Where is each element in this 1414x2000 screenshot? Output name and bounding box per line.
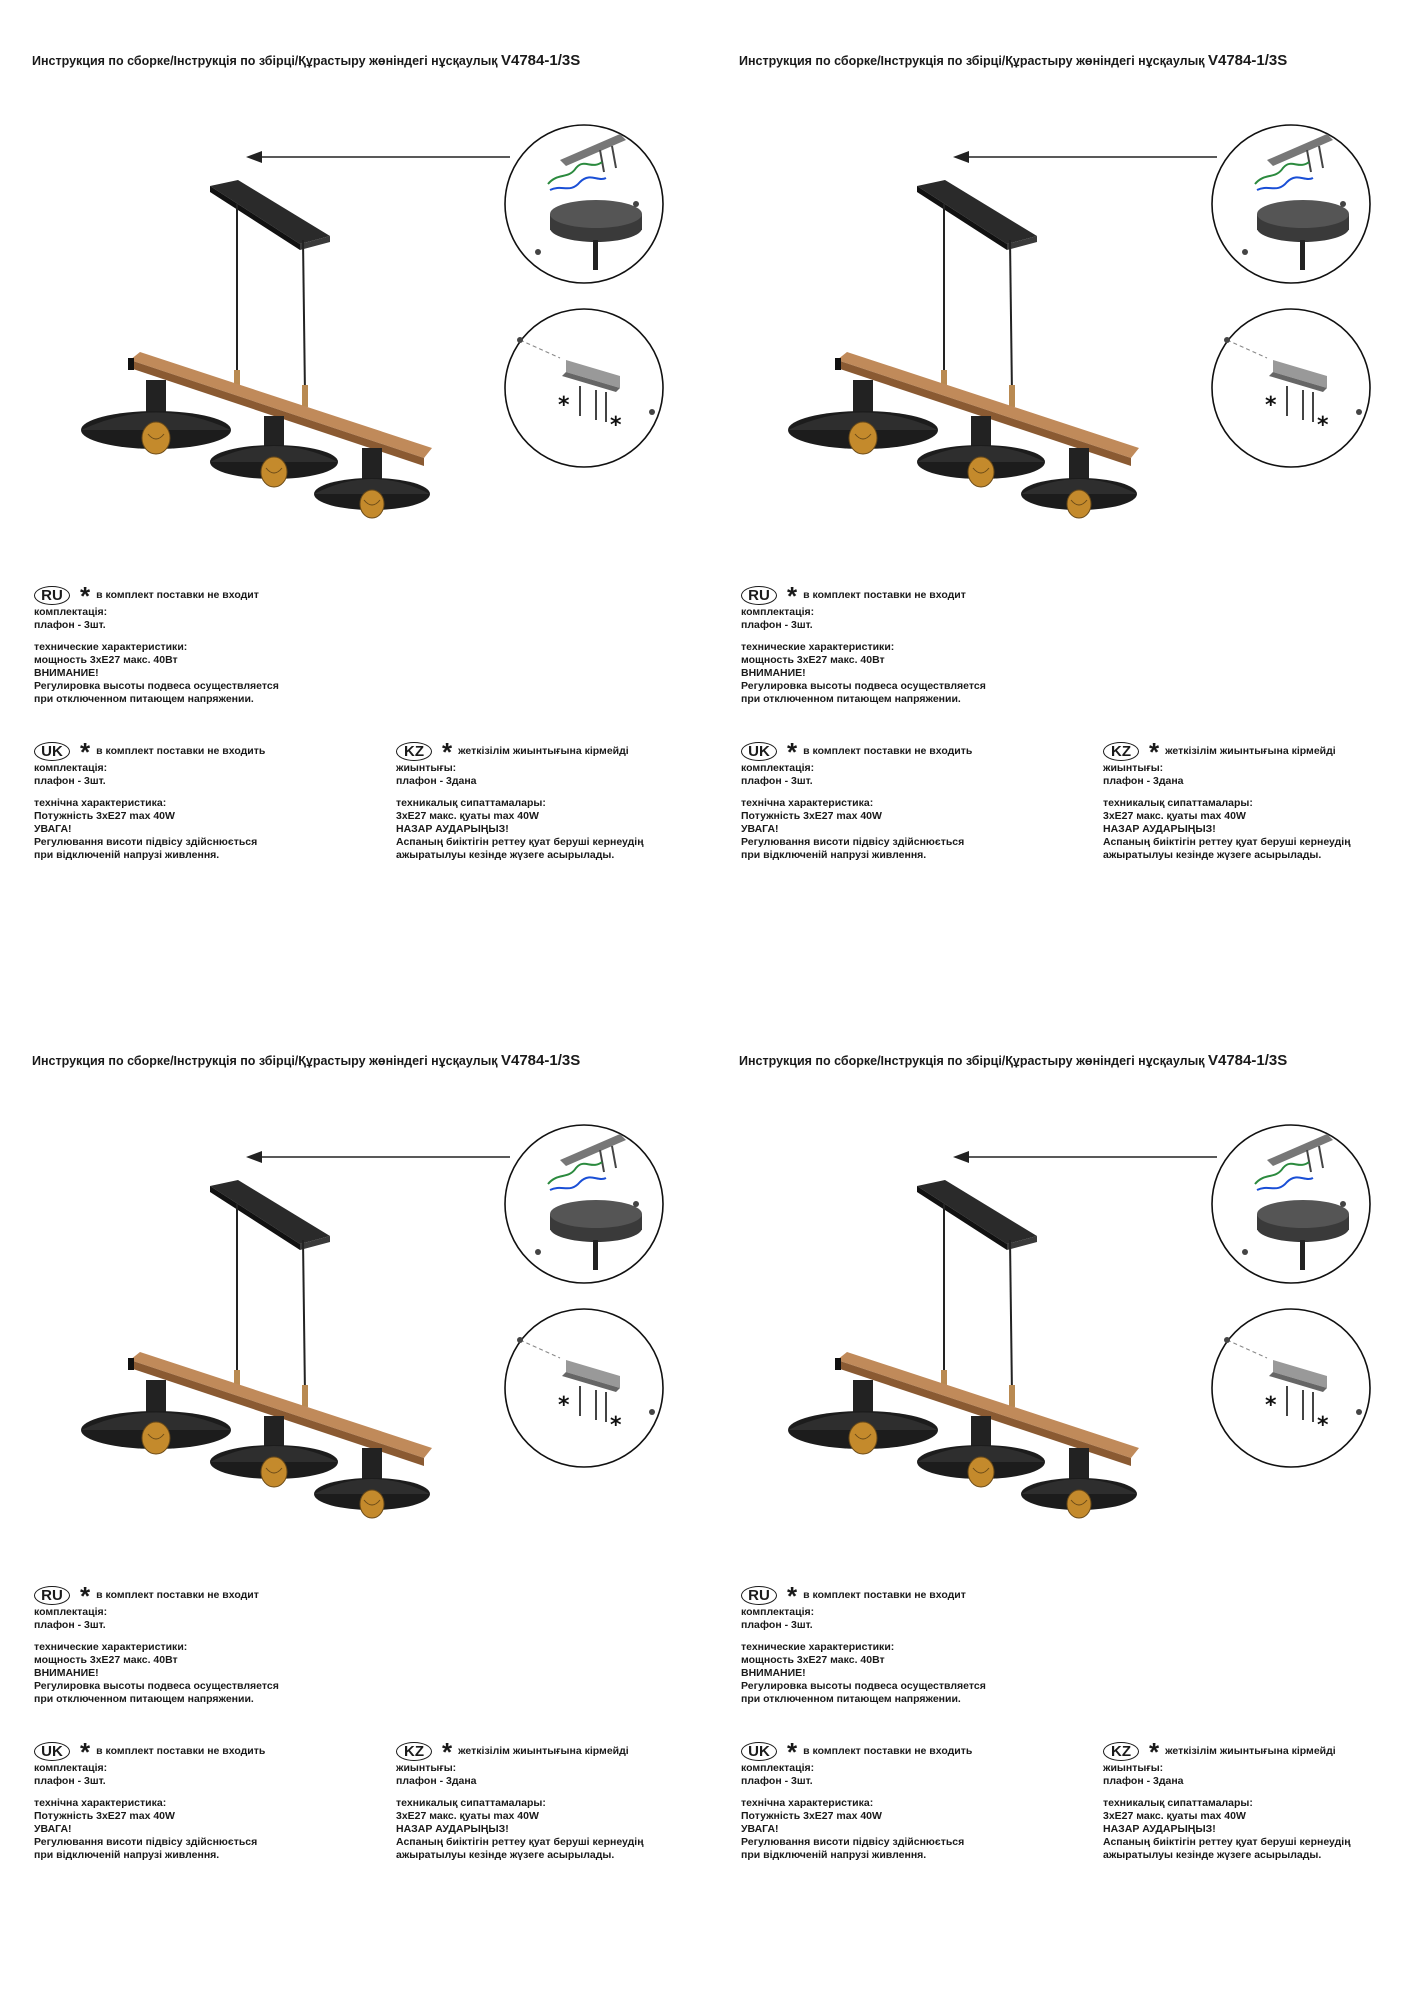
asterisk-icon: * <box>1149 1742 1160 1761</box>
kz-line: плафон - 3дана <box>1103 775 1184 787</box>
section-kz <box>396 742 644 862</box>
section-uk <box>741 742 972 862</box>
detail-callout-bracket <box>505 1309 663 1467</box>
badge-kz: KZ <box>1103 1742 1139 1761</box>
section-kz <box>396 1742 644 1862</box>
uk-line: УВАГА! <box>34 1823 72 1835</box>
uk-line: Потужність 3хЕ27 max 40W <box>741 1810 882 1822</box>
kz-line: НАЗАР АУДАРЫҢЫЗ! <box>396 1823 509 1835</box>
badge-kz: KZ <box>1103 742 1139 761</box>
note-kz: жеткізілім жиынтығына кірмейді <box>1165 1745 1336 1757</box>
ru-line: ВНИМАНИЕ! <box>741 1667 806 1679</box>
uk-line: Регулювання висоти підвісу здійснюється <box>741 836 965 848</box>
arrow-left-icon <box>953 151 1217 163</box>
arrow-left-icon <box>953 1151 1217 1163</box>
kz-line: 3хЕ27 макс. қуаты max 40W <box>396 1810 539 1822</box>
ru-line: мощность 3хЕ27 макс. 40Вт <box>741 654 885 666</box>
asterisk-icon: * <box>442 742 453 761</box>
kz-line: 3хЕ27 макс. қуаты max 40W <box>1103 810 1246 822</box>
badge-ru: RU <box>34 586 70 605</box>
model-number: V4784-1/3S <box>1207 1052 1288 1069</box>
detail-callout-mounting <box>505 125 663 283</box>
section-ru <box>34 1586 279 1706</box>
uk-line: технічна характеристика: <box>741 797 874 809</box>
instruction-panel <box>0 0 707 1000</box>
section-kz <box>1103 1742 1351 1862</box>
uk-line: УВАГА! <box>34 823 72 835</box>
uk-line: комплектація: <box>34 1762 108 1774</box>
kz-line: жиынтығы: <box>1103 1762 1164 1774</box>
kz-line: жиынтығы: <box>396 762 457 774</box>
ru-line: Регулировка высоты подвеса осуществляется <box>34 1680 279 1692</box>
kz-line: НАЗАР АУДАРЫҢЫЗ! <box>396 823 509 835</box>
product-illustration <box>707 1000 1414 1560</box>
asterisk-icon: * <box>1265 1393 1277 1418</box>
asterisk-icon: * <box>787 1586 798 1605</box>
title-text: Инструкция по сборке/Інструкція по збірці/Құрастыру жөніндегі нұсқаулық <box>739 54 1208 68</box>
uk-line: при відключеній напрузі живлення. <box>34 1849 220 1861</box>
instruction-panel <box>0 1000 707 2000</box>
note-uk: в комплект поставки не входить <box>96 745 266 757</box>
kz-line: 3хЕ27 макс. қуаты max 40W <box>1103 1810 1246 1822</box>
ru-line: комплектація: <box>34 1606 108 1618</box>
uk-line: технічна характеристика: <box>34 797 167 809</box>
note-kz: жеткізілім жиынтығына кірмейді <box>458 1745 629 1757</box>
model-number: V4784-1/3S <box>1207 52 1288 69</box>
badge-uk: UK <box>741 742 777 761</box>
kz-line: НАЗАР АУДАРЫҢЫЗ! <box>1103 1823 1216 1835</box>
badge-kz: KZ <box>396 1742 432 1761</box>
note-kz: жеткізілім жиынтығына кірмейді <box>458 745 629 757</box>
kz-line: техникалық сипаттамалары: <box>1103 797 1253 809</box>
ceiling-canopy <box>917 180 1037 250</box>
ru-line: технические характеристики: <box>741 1641 895 1653</box>
model-number: V4784-1/3S <box>500 52 581 69</box>
uk-line: технічна характеристика: <box>34 1797 167 1809</box>
kz-line: ажыратылуы кезінде жүзеге асырылады. <box>396 849 615 861</box>
section-uk <box>34 1742 265 1862</box>
detail-callout-mounting <box>505 1125 663 1283</box>
uk-line: комплектація: <box>34 762 108 774</box>
kz-line: ажыратылуы кезінде жүзеге асырылады. <box>1103 1849 1322 1861</box>
asterisk-icon: * <box>558 1393 570 1418</box>
note-uk: в комплект поставки не входить <box>803 745 973 757</box>
suspension-cable <box>1010 240 1012 395</box>
kz-line: техникалық сипаттамалары: <box>1103 1797 1253 1809</box>
asterisk-icon: * <box>80 586 91 605</box>
arrow-left-icon <box>246 1151 510 1163</box>
ru-line: Регулировка высоты подвеса осуществляется <box>741 680 986 692</box>
ru-line: ВНИМАНИЕ! <box>34 1667 99 1679</box>
detail-callout-mounting <box>1212 125 1370 283</box>
uk-line: УВАГА! <box>741 823 779 835</box>
section-ru <box>741 1586 986 1706</box>
ru-line: ВНИМАНИЕ! <box>34 667 99 679</box>
asterisk-icon: * <box>558 393 570 418</box>
badge-uk: UK <box>34 1742 70 1761</box>
kz-line: Аспаның биіктігін реттеу қуат беруші кернеудің <box>1103 1836 1351 1848</box>
title-text: Инструкция по сборке/Інструкція по збірці/Құрастыру жөніндегі нұсқаулық <box>739 1054 1208 1068</box>
ru-line: технические характеристики: <box>741 641 895 653</box>
ru-line: при отключенном питающем напряжении. <box>34 1693 254 1705</box>
uk-line: плафон - 3шт. <box>34 1775 106 1787</box>
kz-line: 3хЕ27 макс. қуаты max 40W <box>396 810 539 822</box>
section-ru <box>741 586 986 706</box>
uk-line: УВАГА! <box>741 1823 779 1835</box>
badge-kz: KZ <box>396 742 432 761</box>
uk-line: при відключеній напрузі живлення. <box>741 849 927 861</box>
kz-line: жиынтығы: <box>1103 762 1164 774</box>
ru-line: мощность 3хЕ27 макс. 40Вт <box>34 654 178 666</box>
ru-line: Регулировка высоты подвеса осуществляется <box>741 1680 986 1692</box>
section-kz <box>1103 742 1351 862</box>
badge-ru: RU <box>34 1586 70 1605</box>
ru-line: комплектація: <box>741 1606 815 1618</box>
note-ru: в комплект поставки не входит <box>96 589 259 601</box>
arrow-left-icon <box>246 151 510 163</box>
detail-callout-bracket <box>1212 1309 1370 1467</box>
asterisk-icon: * <box>80 1742 91 1761</box>
note-uk: в комплект поставки не входить <box>96 1745 266 1757</box>
note-kz: жеткізілім жиынтығына кірмейді <box>1165 745 1336 757</box>
section-ru <box>34 586 279 706</box>
section-uk <box>741 1742 972 1862</box>
ru-line: комплектація: <box>741 606 815 618</box>
ru-line: мощность 3хЕ27 макс. 40Вт <box>741 1654 885 1666</box>
detail-callout-bracket <box>1212 309 1370 467</box>
ru-line: плафон - 3шт. <box>741 1619 813 1631</box>
ru-line: при отключенном питающем напряжении. <box>741 693 961 705</box>
asterisk-icon: * <box>442 1742 453 1761</box>
ru-line: комплектація: <box>34 606 108 618</box>
uk-line: комплектація: <box>741 762 815 774</box>
badge-ru: RU <box>741 586 777 605</box>
uk-line: Потужність 3хЕ27 max 40W <box>34 810 175 822</box>
badge-uk: UK <box>34 742 70 761</box>
title-text: Инструкция по сборке/Інструкція по збірці/Құрастыру жөніндегі нұсқаулық <box>32 54 501 68</box>
product-illustration <box>0 0 707 560</box>
instruction-panel <box>707 1000 1414 2000</box>
badge-ru: RU <box>741 1586 777 1605</box>
uk-line: Потужність 3хЕ27 max 40W <box>34 1810 175 1822</box>
asterisk-icon: * <box>80 1586 91 1605</box>
uk-line: Регулювання висоти підвісу здійснюється <box>34 836 258 848</box>
suspension-cable <box>1010 1240 1012 1395</box>
detail-callout-bracket <box>505 309 663 467</box>
note-uk: в комплект поставки не входить <box>803 1745 973 1757</box>
ru-line: технические характеристики: <box>34 641 188 653</box>
asterisk-icon: * <box>610 1413 622 1438</box>
uk-line: Регулювання висоти підвісу здійснюється <box>34 1836 258 1848</box>
kz-line: НАЗАР АУДАРЫҢЫЗ! <box>1103 823 1216 835</box>
ceiling-canopy <box>917 1180 1037 1250</box>
ru-line: Регулировка высоты подвеса осуществляется <box>34 680 279 692</box>
title-text: Инструкция по сборке/Інструкція по збірці/Құрастыру жөніндегі нұсқаулық <box>32 1054 501 1068</box>
ru-line: плафон - 3шт. <box>34 1619 106 1631</box>
kz-line: Аспаның биіктігін реттеу қуат беруші кернеудің <box>396 836 644 848</box>
ceiling-canopy <box>210 180 330 250</box>
ru-line: мощность 3хЕ27 макс. 40Вт <box>34 1654 178 1666</box>
note-ru: в комплект поставки не входит <box>96 1589 259 1601</box>
kz-line: Аспаның биіктігін реттеу қуат беруші кернеудің <box>1103 836 1351 848</box>
uk-line: плафон - 3шт. <box>34 775 106 787</box>
section-uk <box>34 742 265 862</box>
kz-line: плафон - 3дана <box>396 1775 477 1787</box>
asterisk-icon: * <box>1149 742 1160 761</box>
uk-line: плафон - 3шт. <box>741 1775 813 1787</box>
ru-line: ВНИМАНИЕ! <box>741 667 806 679</box>
ru-line: технические характеристики: <box>34 1641 188 1653</box>
badge-uk: UK <box>741 1742 777 1761</box>
asterisk-icon: * <box>1317 1413 1329 1438</box>
uk-line: плафон - 3шт. <box>741 775 813 787</box>
asterisk-icon: * <box>80 742 91 761</box>
ceiling-canopy <box>210 1180 330 1250</box>
kz-line: жиынтығы: <box>396 1762 457 1774</box>
product-illustration <box>0 1000 707 1560</box>
kz-line: ажыратылуы кезінде жүзеге асырылады. <box>396 1849 615 1861</box>
kz-line: плафон - 3дана <box>1103 1775 1184 1787</box>
kz-line: ажыратылуы кезінде жүзеге асырылады. <box>1103 849 1322 861</box>
kz-line: Аспаның биіктігін реттеу қуат беруші кернеудің <box>396 1836 644 1848</box>
asterisk-icon: * <box>610 413 622 438</box>
detail-callout-mounting <box>1212 1125 1370 1283</box>
instruction-panel <box>707 0 1414 1000</box>
uk-line: Регулювання висоти підвісу здійснюється <box>741 1836 965 1848</box>
asterisk-icon: * <box>787 586 798 605</box>
kz-line: плафон - 3дана <box>396 775 477 787</box>
ru-line: при отключенном питающем напряжении. <box>741 1693 961 1705</box>
ru-line: плафон - 3шт. <box>741 619 813 631</box>
uk-line: Потужність 3хЕ27 max 40W <box>741 810 882 822</box>
product-illustration <box>707 0 1414 560</box>
asterisk-icon: * <box>787 1742 798 1761</box>
note-ru: в комплект поставки не входит <box>803 1589 966 1601</box>
uk-line: при відключеній напрузі живлення. <box>741 1849 927 1861</box>
uk-line: при відключеній напрузі живлення. <box>34 849 220 861</box>
suspension-cable <box>303 240 305 395</box>
asterisk-icon: * <box>1265 393 1277 418</box>
kz-line: техникалық сипаттамалары: <box>396 797 546 809</box>
uk-line: комплектація: <box>741 1762 815 1774</box>
note-ru: в комплект поставки не входит <box>803 589 966 601</box>
suspension-cable <box>303 1240 305 1395</box>
kz-line: техникалық сипаттамалары: <box>396 1797 546 1809</box>
asterisk-icon: * <box>787 742 798 761</box>
ru-line: плафон - 3шт. <box>34 619 106 631</box>
asterisk-icon: * <box>1317 413 1329 438</box>
uk-line: технічна характеристика: <box>741 1797 874 1809</box>
ru-line: при отключенном питающем напряжении. <box>34 693 254 705</box>
model-number: V4784-1/3S <box>500 1052 581 1069</box>
